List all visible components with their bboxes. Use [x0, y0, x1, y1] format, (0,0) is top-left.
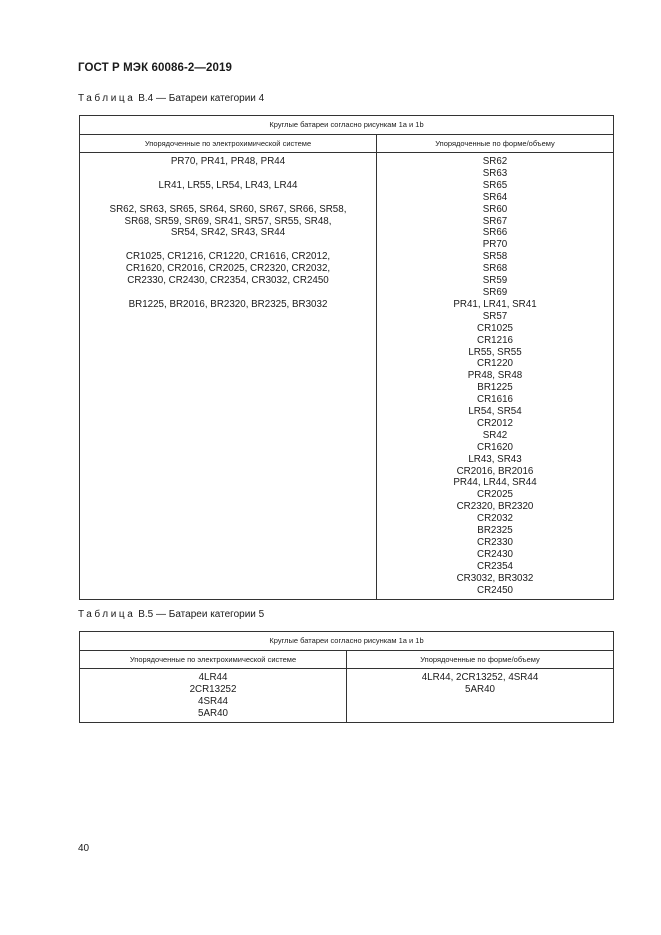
table-b5-caption: [78, 609, 264, 620]
table-b5-col-header-electrochemical: Упорядоченные по электрохимической системе: [80, 651, 347, 669]
battery-list-line: PR70: [482, 239, 508, 251]
battery-list-line: SR69: [482, 286, 508, 298]
table-b5-right-list: [347, 669, 613, 698]
battery-list-line: PR44, LR44, SR44: [453, 477, 537, 489]
battery-list-line: SR67: [482, 215, 508, 227]
battery-list-line: SR42: [482, 429, 508, 441]
battery-list-line: CR1025: [477, 322, 513, 334]
battery-list-line: LR41, LR55, LR54, LR43, LR44: [158, 179, 298, 191]
table-b5-caption-prefix: Таблица: [78, 609, 136, 620]
battery-list-line: CR2320, BR2320: [456, 501, 534, 513]
battery-list-line: SR65: [482, 179, 508, 191]
battery-list-line: PR41, LR41, SR41: [453, 298, 537, 310]
battery-list-line: CR3032, BR3032: [456, 572, 534, 584]
battery-list-line: CR2330: [477, 537, 513, 548]
battery-list-line: 2CR13252: [189, 683, 237, 695]
battery-list-line: CR1620, CR2016, CR2025, CR2320, CR2032,: [125, 263, 331, 275]
battery-list-line: BR1225, BR2016, BR2320, BR2325, BR3032: [128, 298, 328, 310]
battery-list-line: 4LR44, 2CR13252, 4SR44: [421, 672, 539, 683]
battery-list-line: SR64: [482, 191, 508, 203]
battery-list-line: CR1616: [477, 394, 513, 406]
blank-line: [80, 192, 376, 204]
battery-list-line: SR58: [482, 251, 508, 263]
battery-list-line: CR2430: [477, 548, 513, 560]
page-number: 40: [78, 843, 90, 854]
battery-list-line: CR1025, CR1216, CR1220, CR1616, CR2012,: [125, 251, 331, 263]
document-header: ГОСТ Р МЭК 60086-2—2019: [78, 62, 232, 74]
table-b5-span-header: Круглые батареи согласно рисункам 1а и 1b: [80, 632, 614, 651]
table-b5-cell-shape: [347, 669, 614, 723]
table-b5-caption-text: B.5 — Батареи категории 5: [135, 609, 265, 620]
table-b4-span-header: Круглые батареи согласно рисункам 1а и 1b: [80, 116, 614, 135]
blank-line: [80, 168, 376, 180]
battery-list-line: CR2330, CR2430, CR2354, CR3032, CR2450: [127, 275, 329, 287]
battery-list-line: CR2012: [477, 417, 513, 429]
battery-list-line: BR1225: [477, 382, 513, 394]
battery-list-line: 4SR44: [198, 695, 228, 707]
table-b4-col-header-shape: Упорядоченные по форме/объему: [377, 135, 614, 153]
battery-list-line: LR43, SR43: [468, 453, 522, 465]
blank-line: [80, 287, 376, 299]
table-b4-left-list: [80, 153, 376, 313]
table-b4-caption: [78, 93, 264, 104]
battery-list-line: 5AR40: [198, 707, 228, 719]
battery-list-line: SR59: [482, 275, 508, 287]
table-b4-cell-shape: [377, 153, 614, 600]
battery-list-line: LR55, SR55: [468, 346, 522, 358]
table-b4: [79, 115, 614, 600]
table-b5-col-header-shape: Упорядоченные по форме/объему: [347, 651, 614, 669]
battery-list-line: PR48, SR48: [467, 370, 523, 382]
battery-list-line: SR60: [482, 203, 508, 215]
table-b5: [79, 631, 614, 723]
battery-list-line: PR70, PR41, PR48, PR44: [170, 156, 286, 167]
battery-list-line: SR63: [482, 167, 508, 179]
battery-list-line: SR68: [482, 263, 508, 275]
battery-list-line: BR2325: [477, 525, 513, 537]
table-b4-caption-prefix: Таблица: [78, 93, 136, 104]
table-b5-left-list: [80, 669, 346, 722]
battery-list-line: CR2354: [477, 560, 513, 572]
table-b4-caption-text: B.4 — Батареи категории 4: [135, 93, 265, 104]
battery-list-line: LR54, SR54: [468, 406, 522, 418]
battery-list-line: SR62: [482, 156, 508, 167]
battery-list-line: CR2450: [477, 584, 513, 596]
battery-list-line: SR68, SR59, SR69, SR41, SR57, SR55, SR48,: [124, 215, 332, 227]
table-b5-cell-electrochemical: [80, 669, 347, 723]
battery-list-line: SR66: [482, 227, 508, 239]
battery-list-line: CR2025: [477, 489, 513, 501]
battery-list-line: SR54, SR42, SR43, SR44: [170, 227, 286, 239]
battery-list-line: CR1620: [477, 441, 513, 453]
battery-list-line: 4LR44: [198, 672, 228, 683]
battery-list-line: CR2016, BR2016: [456, 465, 534, 477]
battery-list-line: CR2032: [477, 513, 513, 525]
table-b4-col-header-electrochemical: Упорядоченные по электрохимической системе: [80, 135, 377, 153]
battery-list-line: SR62, SR63, SR65, SR64, SR60, SR67, SR66, SR58,: [109, 203, 347, 215]
battery-list-line: SR57: [482, 310, 508, 322]
battery-list-line: CR1220: [477, 358, 513, 370]
blank-line: [80, 239, 376, 251]
battery-list-line: CR1216: [477, 334, 513, 346]
battery-list-line: 5AR40: [465, 683, 495, 695]
table-b4-right-list: [377, 153, 613, 599]
table-b4-cell-electrochemical: [80, 153, 377, 600]
